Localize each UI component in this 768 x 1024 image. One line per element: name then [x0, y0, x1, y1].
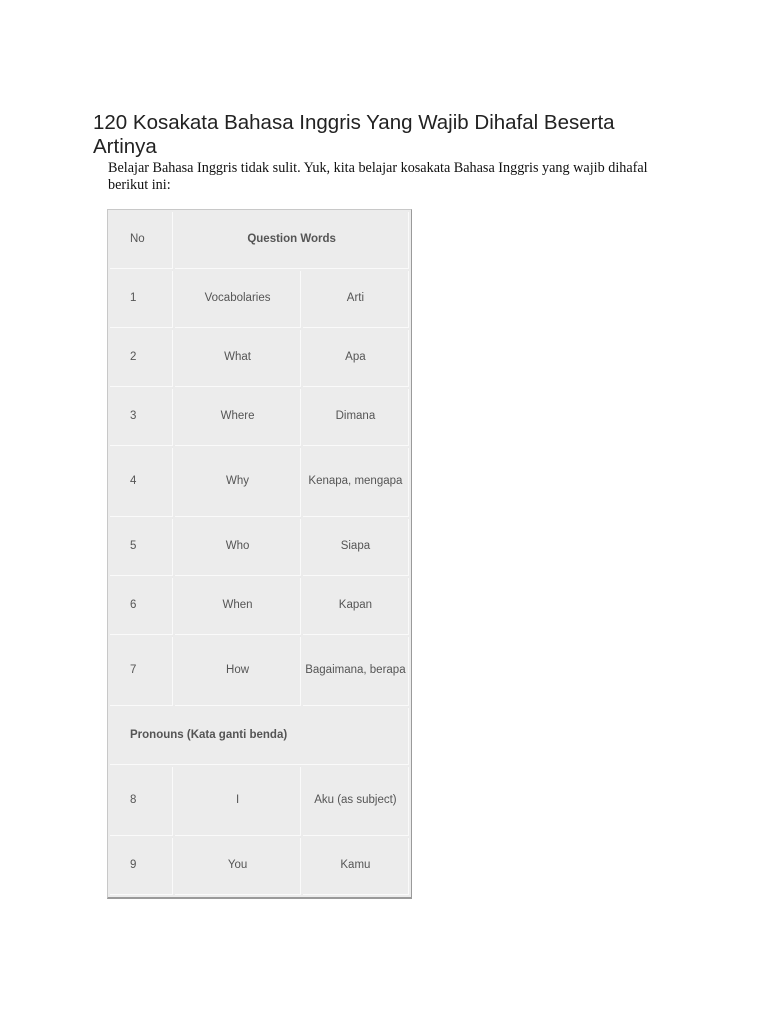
- table-row: [110, 330, 409, 387]
- cell-no: 3: [110, 389, 173, 446]
- table-row: [110, 637, 409, 706]
- header-no: No: [110, 212, 173, 269]
- cell-meaning: Aku (as subject): [303, 767, 409, 836]
- table-row: [110, 578, 409, 635]
- cell-meaning: Dimana: [303, 389, 409, 446]
- cell-meaning: Kapan: [303, 578, 409, 635]
- header-section-question-words: Question Words: [175, 212, 409, 269]
- vocabulary-table: [107, 209, 412, 899]
- cell-no: 2: [110, 330, 173, 387]
- cell-meaning: Arti: [303, 271, 409, 328]
- cell-word: Where: [175, 389, 301, 446]
- table-row: [110, 271, 409, 328]
- table-row: [110, 838, 409, 895]
- cell-word: How: [175, 637, 301, 706]
- cell-word: What: [175, 330, 301, 387]
- cell-no: 6: [110, 578, 173, 635]
- cell-no: 5: [110, 519, 173, 576]
- table-row: [110, 519, 409, 576]
- cell-word: Why: [175, 448, 301, 517]
- cell-word: Vocabolaries: [175, 271, 301, 328]
- cell-word: Who: [175, 519, 301, 576]
- page-title: 120 Kosakata Bahasa Inggris Yang Wajib Dihafal Beserta Artinya: [93, 111, 615, 158]
- table-row: [110, 389, 409, 446]
- table-header-row: [110, 212, 409, 269]
- cell-meaning: Apa: [303, 330, 409, 387]
- section-pronouns: Pronouns (Kata ganti benda): [110, 708, 409, 765]
- cell-meaning: Bagaimana, berapa: [303, 637, 409, 706]
- cell-no: 8: [110, 767, 173, 836]
- cell-meaning: Siapa: [303, 519, 409, 576]
- cell-no: 4: [110, 448, 173, 517]
- cell-word: You: [175, 838, 301, 895]
- cell-meaning: Kenapa, mengapa: [303, 448, 409, 517]
- table-section-row: [110, 708, 409, 765]
- cell-word: I: [175, 767, 301, 836]
- table-row: [110, 767, 409, 836]
- cell-no: 7: [110, 637, 173, 706]
- cell-no: 1: [110, 271, 173, 328]
- cell-no: 9: [110, 838, 173, 895]
- table-row: [110, 448, 409, 517]
- intro-paragraph: Belajar Bahasa Inggris tidak sulit. Yuk, kita belajar kosakata Bahasa Inggris yang wajib dihafal berikut ini:: [108, 160, 648, 193]
- cell-word: When: [175, 578, 301, 635]
- cell-meaning: Kamu: [303, 838, 409, 895]
